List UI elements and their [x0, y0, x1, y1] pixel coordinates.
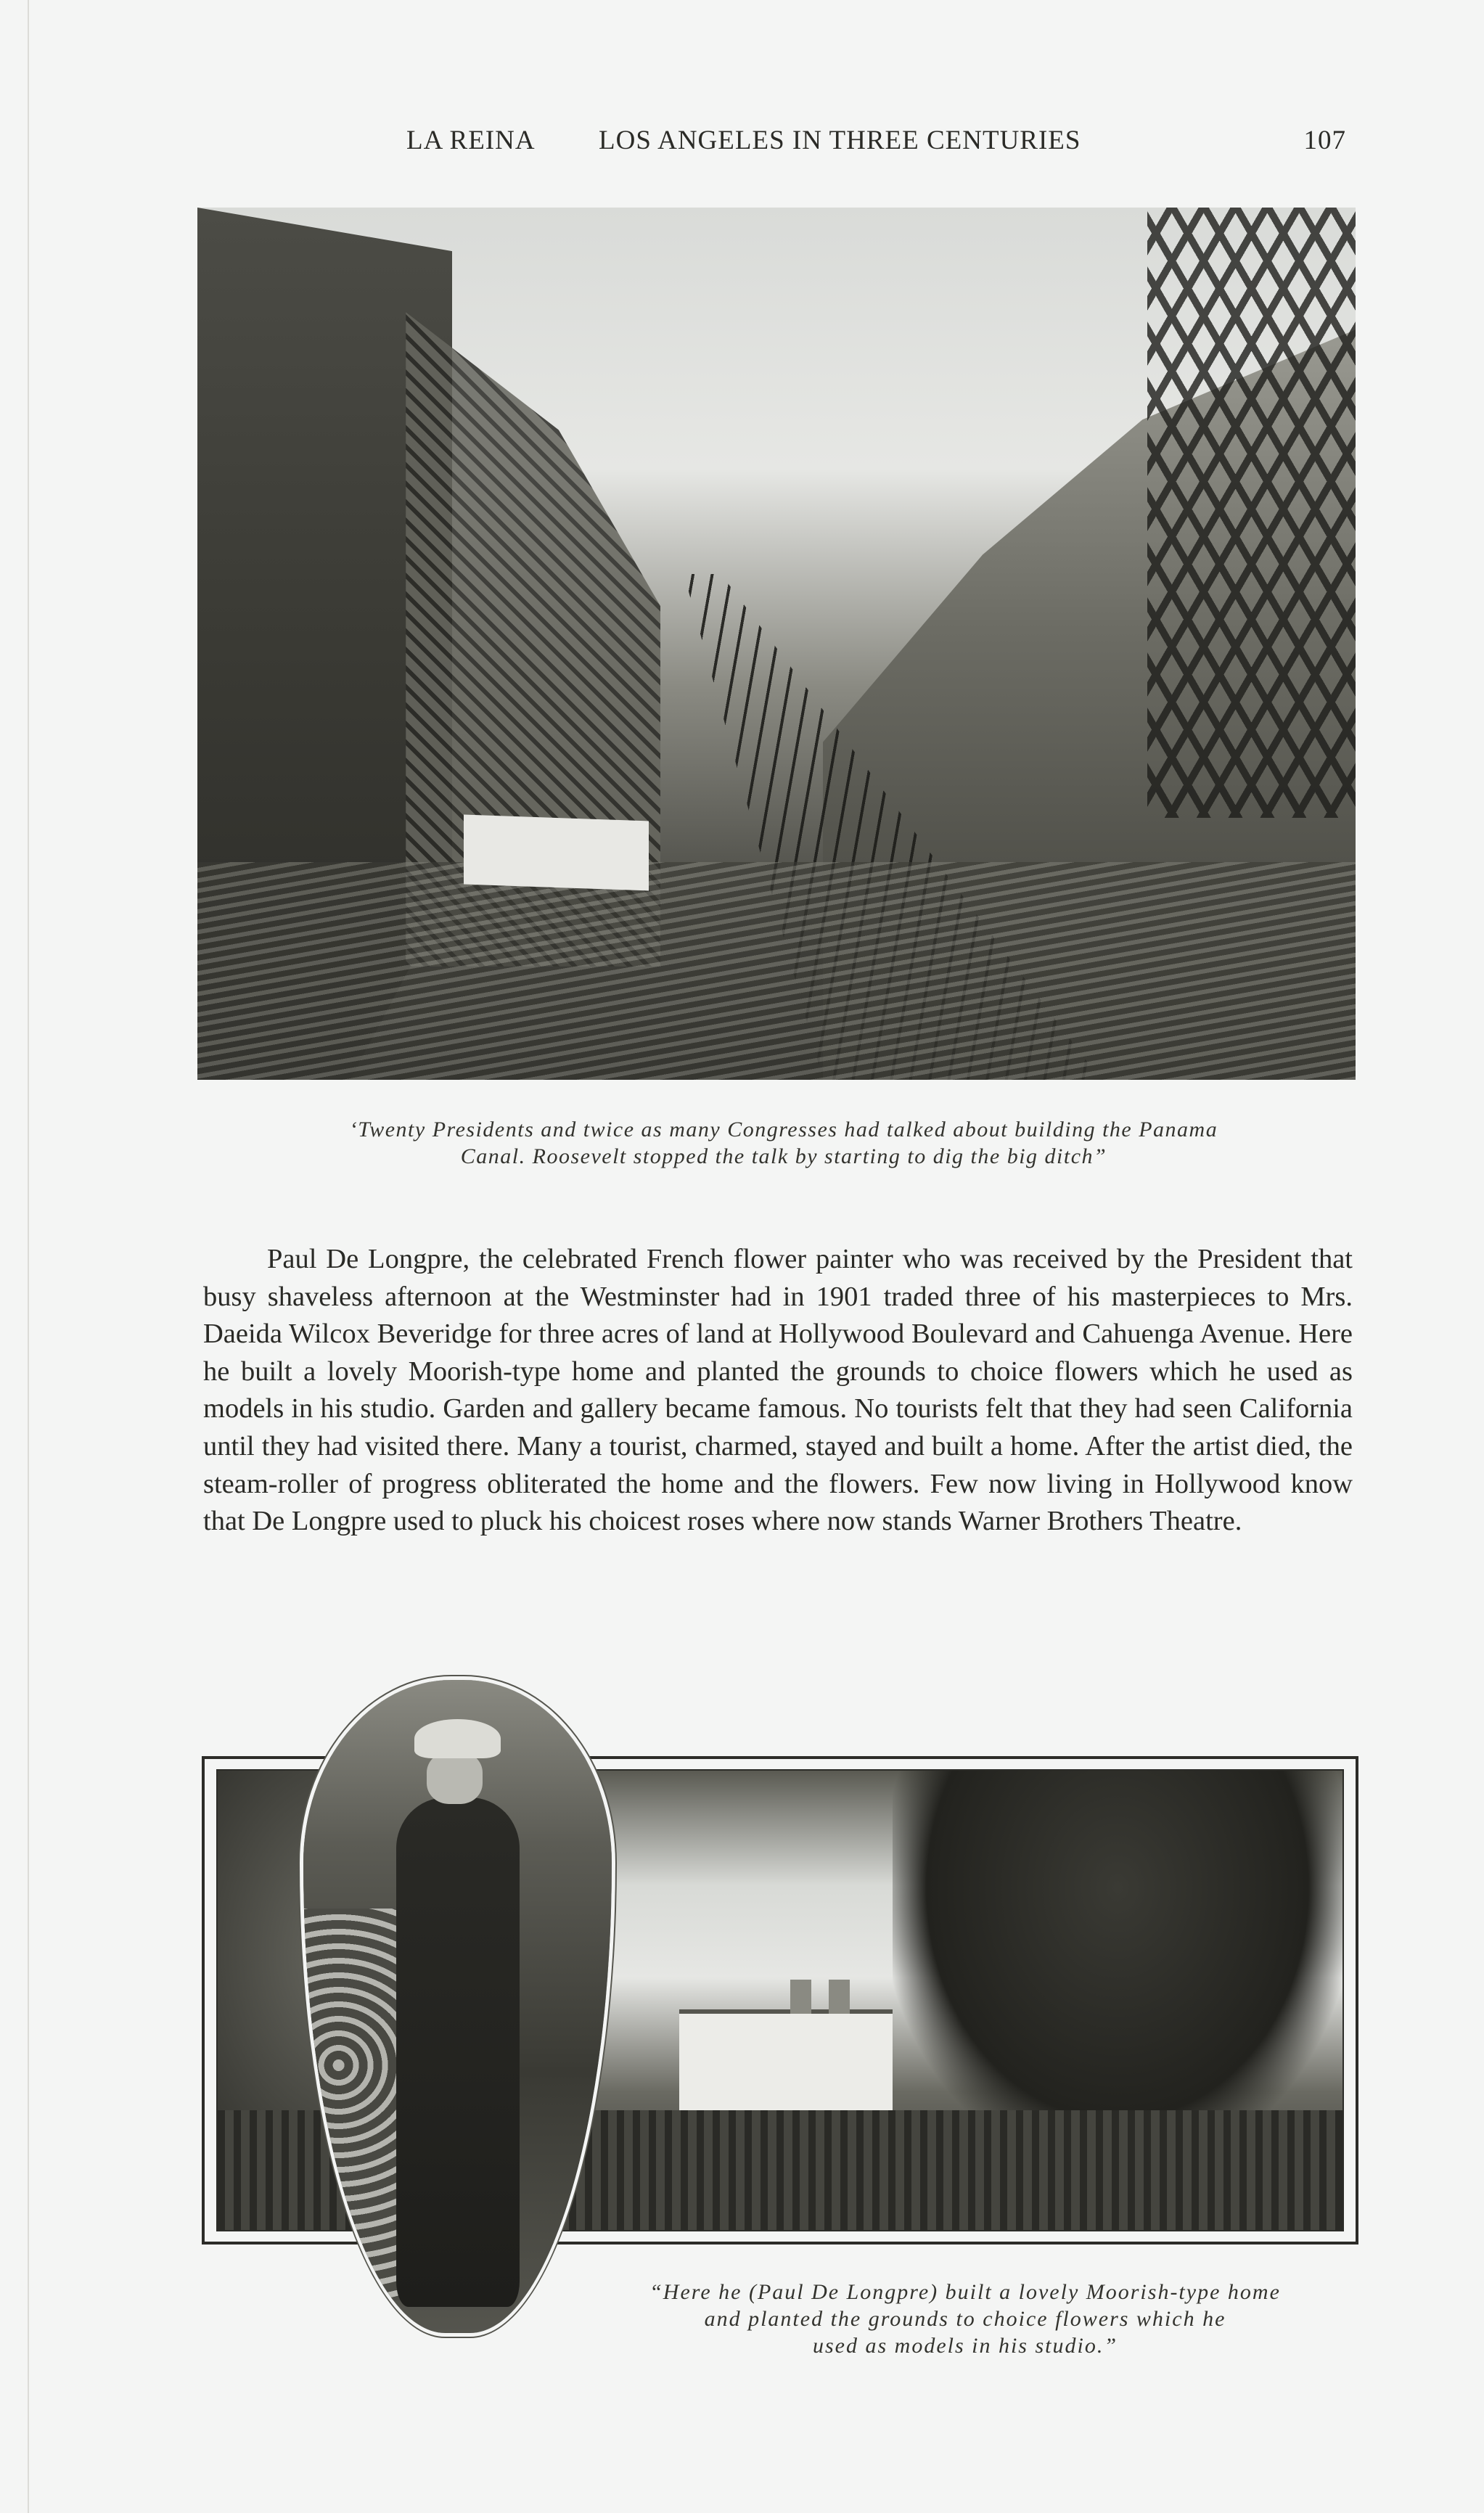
chapter-title: LOS ANGELES IN THREE CENTURIES [599, 126, 1081, 155]
page-binding-edge [28, 0, 29, 2513]
caption-line: Canal. Roosevelt stopped the talk by starting to dig the big ditch” [460, 1144, 1107, 1168]
book-title: LA REINA [406, 126, 536, 155]
caption-line: used as models in his studio.” [812, 2334, 1118, 2358]
caption-line: and planted the grounds to choice flowers which he [704, 2307, 1226, 2331]
photo-hat [414, 1719, 501, 1758]
page-number: 107 [1303, 126, 1346, 155]
body-text [203, 1241, 1353, 1541]
figure-caption-de-longpre [573, 2279, 1357, 2359]
photo-crane-truss [1147, 208, 1356, 818]
photo-tree-right [893, 1771, 1342, 2161]
photo-face [427, 1752, 483, 1804]
caption-line: “Here he (Paul De Longpre) built a lovely Moorish-type home [649, 2280, 1281, 2304]
caption-line: ‘Twenty Presidents and twice as many Congresses had talked about building the Panama [349, 1118, 1218, 1141]
photo-panama-canal-construction [197, 208, 1356, 1080]
photo-canal-floor [197, 862, 1356, 1081]
photo-shed [464, 815, 649, 891]
figure-caption-canal [218, 1116, 1350, 1170]
photo-man-figure [396, 1797, 520, 2307]
photo-moorish-house [679, 2009, 893, 2115]
paragraph: Paul De Longpre, the celebrated French flower painter who was received by the President that busy shaveless afternoon at the Westminster had in 1901 traded three of his masterpieces to Mrs. Daeida Wilcox Beveridge for three acres of land at Hollywood Boulevard and Cahuenga Avenue. Here he built a lovely Moorish-type home and planted the grounds to choice flowers which he used as models in his studio. Garden and gallery became famous. No tourists felt that they had seen California until they had visited there. Many a tourist, charmed, stayed and built a home. After the artist died, the steam-roller of progress obliterated the home and the flowers. Few now living in Hollywood know that De Longpre used to pluck his choicest roses where now stands Warner Brothers Theatre. [203, 1244, 1353, 1537]
